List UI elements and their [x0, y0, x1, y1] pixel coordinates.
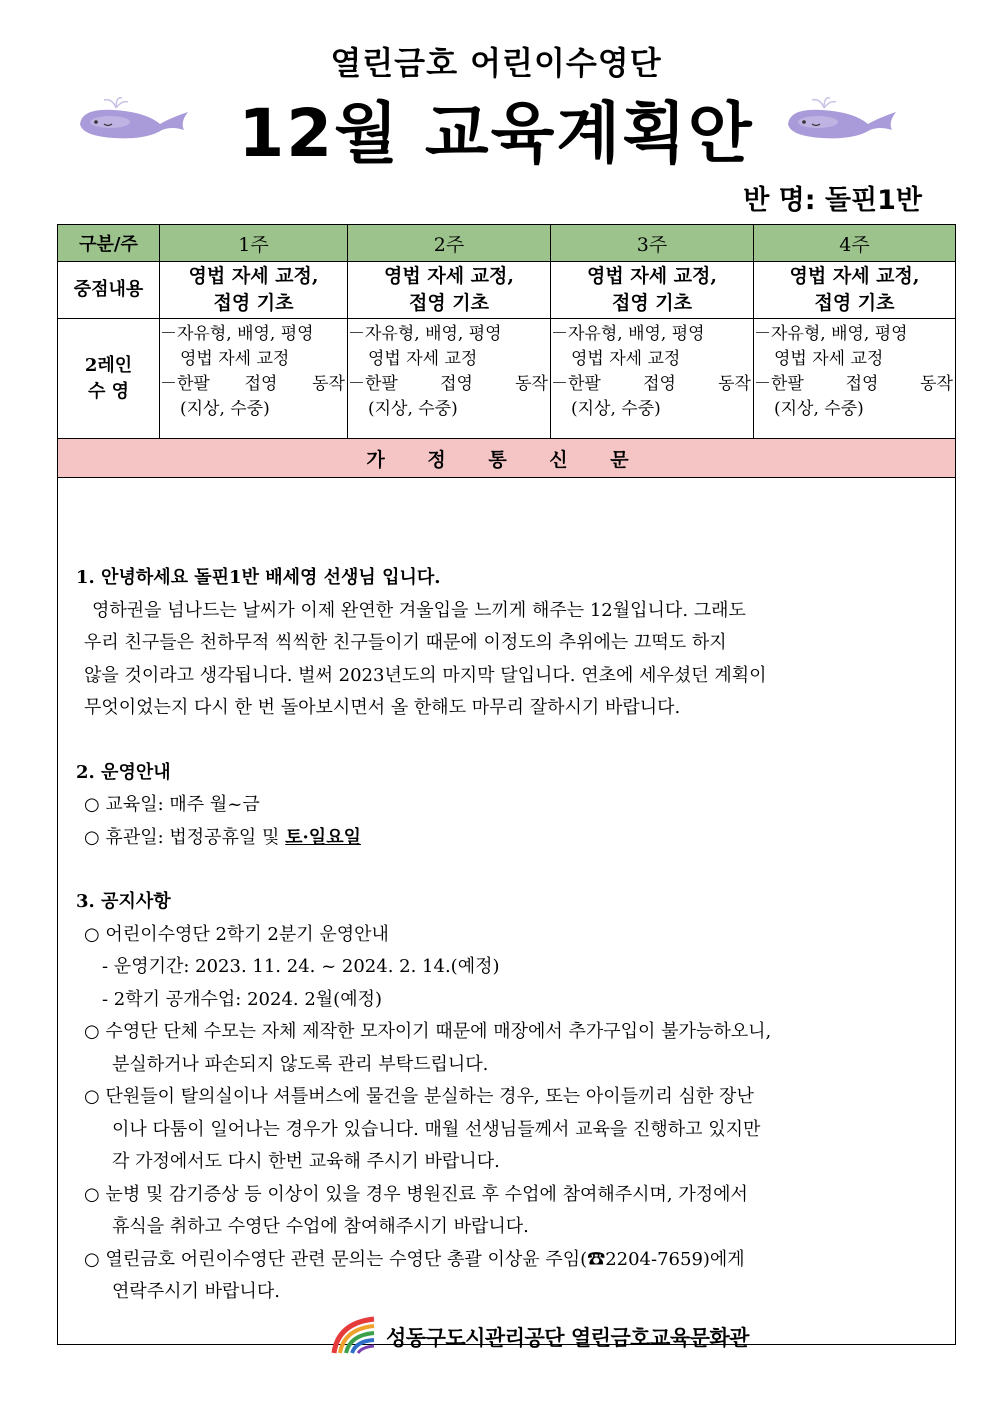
- detail-word: －한팔: [754, 374, 804, 394]
- lane-details-week-2: [348, 319, 551, 439]
- detail-word: 동작: [920, 374, 953, 394]
- list-sub-item: - 2학기 공개수업: 2024. 2월(예정): [102, 988, 383, 1010]
- header-week-2: 2주: [348, 225, 551, 262]
- detail-line: (지상, 수중): [571, 399, 661, 419]
- header-week-3: 3주: [551, 225, 754, 262]
- detail-line: [348, 372, 550, 397]
- list-sub-item: - 운영기간: 2023. 11. 24. ~ 2024. 2. 14.(예정): [102, 956, 500, 977]
- detail-line: (지상, 수중): [774, 399, 864, 419]
- list-item: ○ 교육일: 매주 월~금: [84, 794, 260, 815]
- newsletter-content: [58, 478, 956, 1345]
- paragraph-line: 않을 것이라고 생각됩니다. 벌써 2023년도의 마지막 달입니다. 연초에 세우셨던 계획이: [84, 664, 767, 686]
- list-item: ○ 단원들이 탈의실이나 셔틀버스에 물건을 분실하는 경우, 또는 아이들끼리 심한 장난: [84, 1086, 754, 1107]
- list-item: [76, 822, 949, 855]
- header-week-4: 4주: [754, 225, 956, 262]
- lane-label: [58, 319, 160, 439]
- detail-word: －한팔: [551, 374, 601, 394]
- detail-word: －한팔: [348, 374, 398, 394]
- focus-line: 영법 자세 교정,: [384, 265, 514, 287]
- lane-row: [58, 319, 956, 439]
- table-header-row: [58, 225, 956, 262]
- focus-week-1: [160, 262, 348, 319]
- list-item: ○ 어린이수영단 2학기 2분기 운영안내: [84, 923, 389, 945]
- focus-week-3: [551, 262, 754, 319]
- paragraph-line: 우리 친구들은 천하무적 씩씩한 친구들이기 때문에 이정도의 추위에는 끄떡도 하지: [84, 632, 727, 653]
- list-item-continuation: 각 가정에서도 다시 한번 교육해 주시기 바랍니다.: [112, 1151, 500, 1172]
- focus-week-2: [348, 262, 551, 319]
- newsletter-body: [76, 562, 949, 1309]
- header-subtitle: 열린금호 어린이수영단: [330, 44, 662, 82]
- detail-line: －자유형, 배영, 평영: [754, 324, 908, 344]
- detail-line: [160, 372, 347, 397]
- detail-line: 영법 자세 교정: [571, 349, 681, 369]
- lane-details-week-4: [754, 319, 956, 439]
- education-plan-table: [57, 224, 956, 1345]
- detail-line: －자유형, 배영, 평영: [551, 324, 705, 344]
- list-item: ○ 열린금호 어린이수영단 관련 문의는 수영단 총괄 이상윤 주임(☎2204-7659)에게: [84, 1248, 745, 1270]
- detail-line: －자유형, 배영, 평영: [348, 324, 502, 344]
- newsletter-title: 가 정 통 신 문: [58, 439, 956, 478]
- section-heading: 3. 공지사항: [76, 891, 171, 912]
- detail-line: (지상, 수중): [180, 399, 270, 419]
- focus-line: 접영 기초: [213, 292, 294, 314]
- list-item-continuation: 연락주시기 바랍니다.: [112, 1281, 280, 1302]
- focus-week-4: [754, 262, 956, 319]
- detail-line: 영법 자세 교정: [180, 349, 290, 369]
- page-title: 12월 교육계획안: [238, 95, 754, 172]
- detail-line: [551, 372, 753, 397]
- detail-word: 동작: [312, 374, 345, 394]
- focus-label: 중점내용: [58, 262, 160, 319]
- section-heading: 2. 운영안내: [76, 761, 171, 783]
- focus-row: [58, 262, 956, 319]
- detail-word: 접영: [440, 374, 473, 394]
- detail-line: －자유형, 배영, 평영: [160, 324, 314, 344]
- header-category: 구분/주: [58, 225, 160, 262]
- focus-line: 접영 기초: [611, 292, 693, 314]
- detail-word: 접영: [845, 374, 879, 394]
- detail-line: 영법 자세 교정: [368, 349, 478, 369]
- detail-line: 영법 자세 교정: [774, 349, 884, 369]
- closed-days-emphasis: 토·일요일: [285, 826, 361, 848]
- newsletter-content-row: [58, 478, 956, 1345]
- list-item-continuation: 이나 다툼이 일어나는 경우가 있습니다. 매월 선생님들께서 교육을 진행하고 있지만: [112, 1118, 761, 1140]
- paragraph-line: 무엇이었는지 다시 한 번 돌아보시면서 올 한해도 마무리 잘하시기 바랍니다.: [84, 697, 681, 718]
- focus-line: 접영 기초: [408, 292, 490, 314]
- section-heading: 1. 안녕하세요 돌핀1반 배세영 선생님 입니다.: [76, 567, 441, 588]
- lane-label-line: 2레인: [84, 354, 133, 376]
- lane-details-week-1: [160, 319, 348, 439]
- footer: [330, 1313, 749, 1361]
- focus-line: 영법 자세 교정,: [587, 265, 717, 287]
- list-item: ○ 눈병 및 감기증상 등 이상이 있을 경우 병원진료 후 수업에 참여해주시며, 가정에서: [84, 1183, 748, 1205]
- lane-details-week-3: [551, 319, 754, 439]
- footer-organization: 성동구도시관리공단 열린금호교육문화관: [386, 1326, 749, 1350]
- class-name: 반 명: 돌핀1반: [743, 185, 922, 216]
- list-item-text: ○ 휴관일: 법정공휴일 및: [84, 826, 286, 848]
- focus-line: 영법 자세 교정,: [188, 265, 319, 287]
- rainbow-logo-icon: [330, 1313, 380, 1361]
- detail-word: －한팔: [160, 374, 210, 394]
- focus-line: 접영 기초: [814, 292, 895, 314]
- list-item: ○ 수영단 단체 수모는 자체 제작한 모자이기 때문에 매장에서 추가구입이 불가능하오니,: [84, 1021, 772, 1042]
- newsletter-header-row: [58, 439, 956, 478]
- header-week-1: 1주: [160, 225, 348, 262]
- list-item-continuation: 분실하거나 파손되지 않도록 관리 부탁드립니다.: [112, 1053, 489, 1075]
- detail-line: [754, 372, 955, 397]
- paragraph-line: 영하권을 넘나드는 날씨가 이제 완연한 겨울입을 느끼게 해주는 12월입니다. 그래도: [92, 599, 746, 621]
- lane-label-line: 수 영: [87, 380, 130, 402]
- detail-word: 동작: [515, 374, 548, 394]
- detail-word: 접영: [244, 374, 278, 394]
- focus-line: 영법 자세 교정,: [789, 265, 920, 287]
- detail-word: 동작: [718, 374, 751, 394]
- detail-line: (지상, 수중): [368, 399, 458, 419]
- list-item-continuation: 휴식을 취하고 수영단 수업에 참여해주시기 바랍니다.: [112, 1216, 529, 1237]
- detail-word: 접영: [643, 374, 676, 394]
